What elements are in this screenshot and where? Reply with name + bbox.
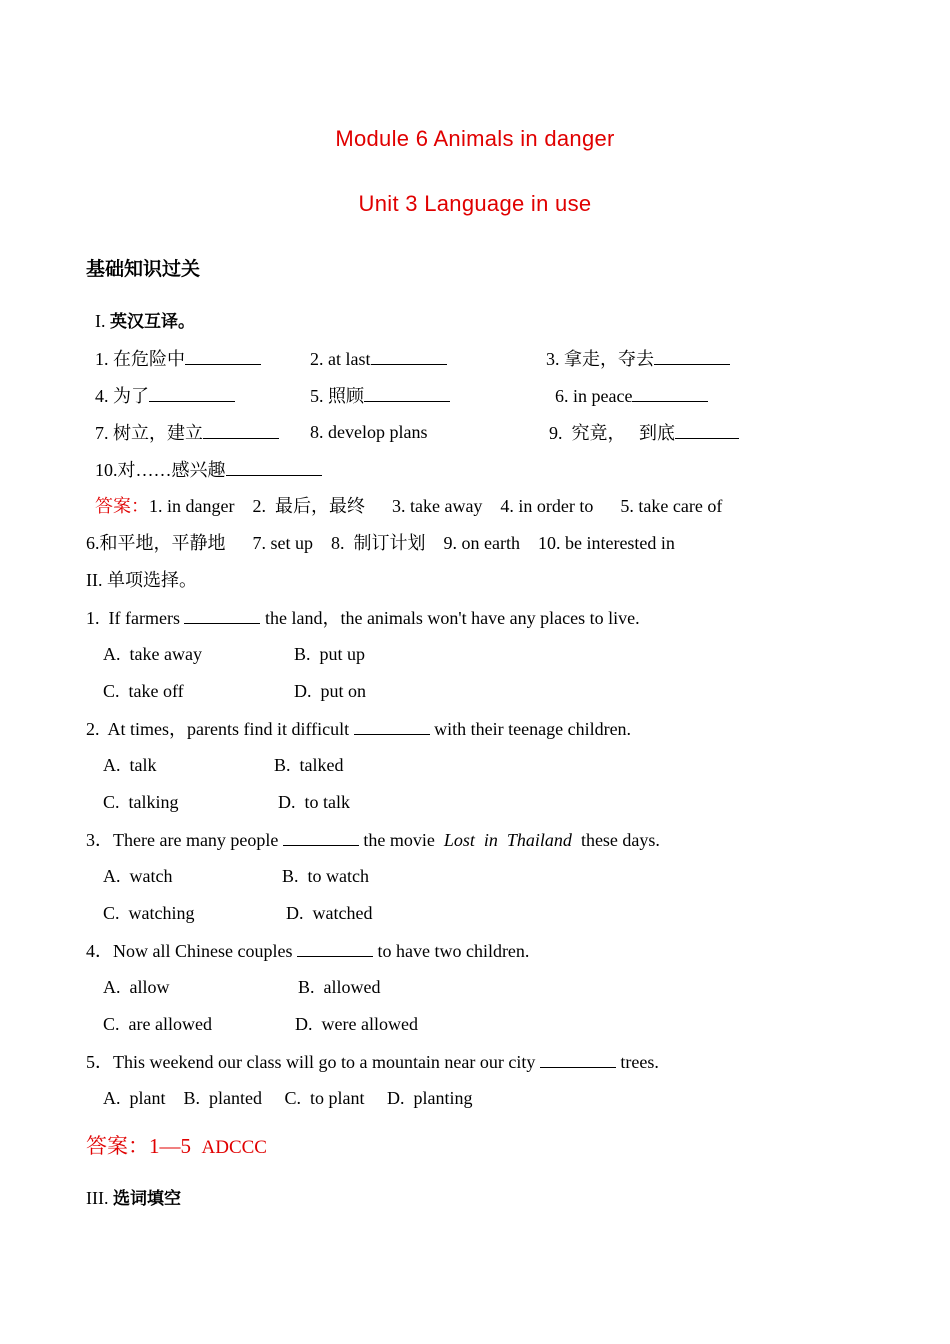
movie-title: Lost in Thailand xyxy=(443,830,572,850)
question-5: 5．This weekend our class will go to a mountain near our city trees. xyxy=(86,1052,659,1072)
q2-option-b: B. talked xyxy=(274,755,344,775)
vocab-item-6: 6. in peace xyxy=(555,386,708,405)
q4-option-d: D. were allowed xyxy=(295,1014,418,1034)
vocab-item-2: 2. at last xyxy=(310,349,447,368)
vocab-item-1: 1. 在危险中 xyxy=(95,349,261,368)
part3-heading-text: 选词填空 xyxy=(112,1189,181,1209)
q4-option-a: A. allow xyxy=(103,977,170,997)
part3-number: III. xyxy=(86,1188,109,1208)
q2-option-d: D. to talk xyxy=(278,792,350,812)
q4-option-c: C. are allowed xyxy=(103,1014,212,1034)
q1-option-c: C. take off xyxy=(103,681,184,701)
vocab-item-9: 9. 究竟， 到底 xyxy=(549,423,739,442)
part3-heading xyxy=(86,1189,181,1208)
part2-heading-text: 单项选择。 xyxy=(107,570,197,590)
q3-option-d: D. watched xyxy=(286,903,373,923)
question-2: 2. At times，parents find it difficult with their teenage children. xyxy=(86,719,632,739)
part2-heading xyxy=(86,571,197,589)
vocab-item-7: 7. 树立，建立 xyxy=(95,423,279,442)
q2-option-c: C. talking xyxy=(103,792,179,812)
section-heading: 基础知识过关 xyxy=(86,258,201,280)
answer-label: 答案： xyxy=(95,496,149,516)
q1-option-d: D. put on xyxy=(294,681,366,701)
vocab-item-4: 4. 为了 xyxy=(95,386,235,405)
q2-option-a: A. talk xyxy=(103,755,157,775)
part1-heading-text: 英汉互译。 xyxy=(110,312,195,332)
part1-heading xyxy=(95,312,195,331)
q5-options: A. plant B. planted C. to plant D. planting xyxy=(103,1088,473,1108)
part1-answer-line2: 6.和平地，平静地 7. set up 8. 制订计划 9. on earth 10. be interested in xyxy=(86,533,675,553)
page-subtitle: Unit 3 Language in use xyxy=(358,191,592,216)
question-3: 3．There are many people the movie Lost in Thailand these days. xyxy=(86,830,660,850)
part1-answer-line1: 答案：1. in danger 2. 最后，最终 3. take away 4. in order to 5. take care of xyxy=(95,496,723,516)
page-title: Module 6 Animals in danger xyxy=(335,126,615,151)
part1-number: I. xyxy=(95,311,106,331)
q1-option-b: B. put up xyxy=(294,644,366,664)
q1-option-a: A. take away xyxy=(103,644,202,664)
question-4: 4．Now all Chinese couples to have two children. xyxy=(86,941,530,961)
vocab-item-3: 3. 拿走，夺去 xyxy=(546,349,730,368)
vocab-item-8: 8. develop plans xyxy=(310,422,428,442)
part2-number: II. xyxy=(86,570,103,590)
q3-option-a: A. watch xyxy=(103,866,173,886)
question-1: 1. If farmers the land，the animals won't have any places to live. xyxy=(86,608,640,628)
q3-option-c: C. watching xyxy=(103,903,195,923)
answer-label: 答案： xyxy=(86,1134,149,1158)
vocab-item-5: 5. 照顾 xyxy=(310,386,450,405)
q3-option-b: B. to watch xyxy=(282,866,369,886)
vocab-item-10: 10.对……感兴趣 xyxy=(95,460,322,479)
part2-answer: 答案：1—5 ADCCC xyxy=(86,1134,267,1158)
q4-option-b: B. allowed xyxy=(298,977,381,997)
